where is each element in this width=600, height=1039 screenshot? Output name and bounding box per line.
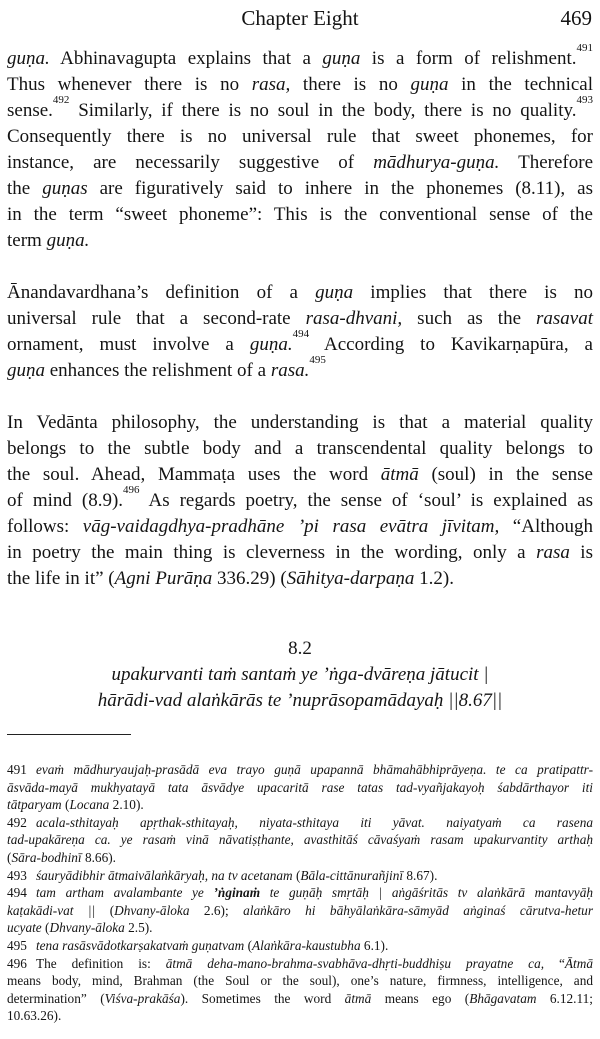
- text-run: Thus whenever there is no: [7, 74, 252, 95]
- italic-run: guṇa.: [7, 48, 50, 69]
- text-run: such as the: [402, 308, 536, 329]
- text-run: is a form of relishment.: [360, 48, 577, 69]
- text-run: 2.10).: [109, 797, 144, 813]
- italic-run: rasa.: [270, 360, 310, 381]
- text-run: According to Kavikarṇapūra, a: [309, 334, 593, 355]
- text-run: means body, mind, Brahman (the Soul or the soul), one’s nature, firmness, intelligence, and: [7, 973, 593, 989]
- text-run: (: [292, 867, 301, 883]
- text-line: [7, 566, 593, 592]
- text-line: [7, 328, 593, 358]
- text-run: in poetry the main thing is cleverness in the wording, only a: [7, 542, 537, 563]
- text-run: 336.29) (: [212, 568, 287, 589]
- footnote: [7, 814, 593, 867]
- text-line: [7, 831, 593, 849]
- italic-run: Agni Purāṇa: [114, 568, 213, 589]
- text-run: As regards poetry, the sense of ‘soul’ is explained as: [139, 490, 593, 511]
- text-run: instance, are necessarily suggestive of: [7, 152, 374, 173]
- italic-run: mādhurya-guṇa.: [373, 152, 500, 173]
- text-line: [7, 796, 593, 814]
- verse-number: 8.2: [288, 638, 312, 659]
- italic-run: āsvāda-mayā mukhyatayā tata āsvādye upacaritā rase tatas tad-vyañjakayoḥ śabdārthayor iti: [7, 779, 593, 795]
- text-run: are figuratively said to inhere in the phonemes (8.11), as: [87, 178, 593, 199]
- text-run: ornament, must involve a: [7, 334, 250, 355]
- text-run: Ānandavardhana’s definition of a: [7, 282, 316, 303]
- text-run: sense.: [7, 100, 53, 121]
- text-line: [7, 849, 593, 867]
- text-run: (: [244, 937, 253, 953]
- footnote-separator: [7, 734, 131, 735]
- text-line: [7, 937, 593, 955]
- italic-run: rasavat: [536, 308, 593, 329]
- text-run: Consequently there is no universal rule that sweet phonemes, for: [7, 126, 593, 147]
- text-run: (: [95, 902, 115, 918]
- italic-run: Dhvany-āloka: [114, 902, 190, 918]
- italic-run: guṇa: [322, 48, 361, 69]
- text-run: means ego (: [371, 990, 470, 1006]
- italic-run: guṇa.: [46, 230, 90, 251]
- footnotes: [7, 761, 593, 1025]
- text-line: [7, 761, 593, 779]
- text-line: [7, 919, 593, 937]
- italic-run: vāg-vaidagdhya-pradhāne ’pi rasa evātra jīvitam,: [82, 516, 500, 537]
- italic-run: Dhvany-āloka: [49, 920, 125, 936]
- italic-run: te guṇāḥ smṛtāḥ | aṅgāśritās tv alaṅkārā mantavyāḥ: [260, 885, 593, 901]
- footnote-number: 491: [7, 762, 27, 777]
- text-run: belongs to the subtle body and a transcendental quality belongs to: [7, 438, 593, 459]
- text-run: determination” (: [7, 990, 105, 1006]
- text-run: 1.2).: [414, 568, 454, 589]
- italic-run: rasa-dhvani,: [305, 308, 403, 329]
- paragraph: [7, 42, 593, 254]
- italic-run: tad-upakāreṇa ca. ye rasaṁ vinā nāvatiṣṭhante, avasthitāś cāvaśyaṁ rasam upakurvantity arthaḥ: [7, 832, 593, 848]
- text-run: “Although: [499, 516, 594, 537]
- italic-run: tātparyam: [7, 797, 62, 813]
- verse-line: upakurvanti taṁ santaṁ ye ’ṅga-dvāreṇa jātucit |: [111, 664, 489, 685]
- text-run: 2.5).: [124, 920, 153, 936]
- text-run: 8.66).: [81, 849, 116, 865]
- text-run: 6.12.11;: [536, 990, 593, 1006]
- text-run: term: [7, 230, 47, 251]
- italic-run: alaṅkāro hi bāhyālaṅkāra-sāmyād aṅginaś cārutva-hetur: [243, 902, 593, 918]
- italic-run: Ātmā: [564, 955, 593, 971]
- verse-line: hārādi-vad alaṅkārās te ’nuprāsopamādayaḥ ||8.67||: [97, 690, 503, 711]
- italic-run: rasa,: [251, 74, 291, 95]
- text-run: (soul) in the sense: [418, 464, 593, 485]
- text-line: [7, 867, 593, 885]
- text-run: ). Sometimes the word: [180, 990, 345, 1006]
- text-run: the life in it” (: [7, 568, 115, 589]
- italic-run: guṇa: [7, 360, 45, 381]
- text-line: [7, 1007, 593, 1025]
- italic-run: rasa: [536, 542, 570, 563]
- text-run: In Vedānta philosophy, the understanding is that a material quality: [7, 412, 593, 433]
- footnote-reference[interactable]: 491: [576, 42, 593, 54]
- text-run: of mind (8.9).: [7, 490, 124, 511]
- text-run: (: [61, 797, 70, 813]
- text-run: 10.63.26).: [7, 1008, 62, 1024]
- footnote-reference[interactable]: 492: [52, 94, 70, 106]
- italic-run: śauryādibhir ātmaivālaṅkāryaḥ, na tv acetanam: [35, 867, 293, 883]
- text-line: [7, 94, 593, 124]
- text-run: there is no: [290, 74, 411, 95]
- text-line: [7, 354, 593, 384]
- body-text: [7, 42, 594, 618]
- italic-run: evaṁ mādhuryaujaḥ-prasādā eva trayo guṇā upapannā bhāmahābhiprāyeṇa. te ca pratipattr-: [35, 762, 593, 777]
- paragraph: [7, 280, 593, 384]
- text-line: [7, 176, 593, 202]
- text-line: [7, 540, 593, 566]
- italic-run: Viśva-prakāśa: [104, 990, 181, 1006]
- italic-run: guṇa: [410, 74, 449, 95]
- text-line: [7, 150, 593, 176]
- text-run: 2.6);: [189, 902, 244, 918]
- italic-run: ātmā: [344, 990, 372, 1006]
- text-line: [7, 779, 593, 797]
- italic-run: ātmā deha-mano-brahma-svabhāva-dhṛti-buddhiṣu prayatne ca,: [165, 955, 545, 971]
- footnote-number: 494: [7, 885, 27, 901]
- text-run: 6.1).: [360, 937, 389, 953]
- italic-run: Bhāgavatam: [469, 990, 537, 1006]
- text-run: (: [41, 920, 50, 936]
- text-run: universal rule that a second-rate: [7, 308, 306, 329]
- text-line: [7, 228, 593, 254]
- text-line: [7, 814, 593, 832]
- text-line: [7, 42, 593, 72]
- text-run: implies that there is no: [353, 282, 593, 303]
- text-line: [7, 955, 593, 973]
- text-line: [7, 462, 593, 488]
- text-line: [7, 124, 593, 150]
- italic-run: Sāra-bodhinī: [11, 849, 82, 865]
- running-header: [0, 4, 600, 34]
- footnote: [7, 867, 593, 885]
- text-run: Therefore: [499, 152, 593, 173]
- chapter-title: Chapter Eight: [241, 6, 359, 30]
- text-run: enhances the relishment of a: [45, 360, 271, 381]
- footnote: [7, 884, 593, 937]
- footnote-reference[interactable]: 496: [123, 484, 140, 496]
- text-run: “: [544, 955, 565, 971]
- italic-run: Locana: [69, 797, 110, 813]
- italic-run: Sāhitya-darpaṇa: [286, 568, 415, 589]
- footnote-number: 496: [7, 955, 27, 971]
- footnote-number: 495: [7, 937, 27, 953]
- italic-run: Bāla-cittānurañjinī: [300, 867, 404, 883]
- text-line: [7, 436, 593, 462]
- text-line: [7, 484, 593, 514]
- italic-run: Alaṅkāra-kaustubha: [252, 937, 361, 953]
- footnote-reference[interactable]: 493: [576, 94, 593, 106]
- text-line: [7, 972, 593, 990]
- italic-run: tena rasāsvādotkarṣakatvaṁ guṇatvam: [35, 937, 245, 953]
- text-run: Similarly, if there is no soul in the body, there is no quality.: [69, 100, 577, 121]
- italic-run: tam artham avalambante ye: [35, 885, 214, 901]
- bold-italic-run: ’ṅginaṁ: [213, 885, 261, 901]
- italic-run: kaṭakādi-vat ||: [7, 902, 96, 918]
- footnote-number: 492: [7, 814, 27, 830]
- italic-run: acala-sthitayaḥ apṛthak-sthitayaḥ, niyata-sthitaya iti yāvat. naiyatyaṁ ca rasena: [35, 814, 593, 830]
- text-run: follows:: [7, 516, 83, 537]
- text-line: [7, 884, 593, 902]
- text-run: the soul. Ahead, Mammaṭa uses the word: [7, 464, 381, 485]
- footnote-reference[interactable]: 494: [292, 328, 310, 340]
- italic-run: guṇa: [315, 282, 354, 303]
- text-run: The definition is:: [35, 955, 166, 971]
- italic-run: guṇas: [42, 178, 88, 199]
- text-line: [7, 902, 593, 920]
- text-line: [7, 202, 593, 228]
- italic-run: guṇa.: [249, 334, 293, 355]
- text-run: (: [7, 849, 12, 865]
- text-run: the: [7, 178, 43, 199]
- text-line: [7, 990, 593, 1008]
- italic-run: ucyate: [7, 920, 42, 936]
- italic-run: ātmā: [380, 464, 419, 485]
- text-line: [7, 514, 593, 540]
- footnote: [7, 955, 593, 1025]
- text-run: 8.67).: [403, 867, 438, 883]
- footnote-reference[interactable]: 495: [309, 354, 326, 366]
- text-run: Abhinavagupta explains that a: [49, 48, 323, 69]
- footnote: [7, 761, 593, 814]
- text-line: [7, 410, 593, 436]
- text-run: in the technical: [448, 74, 593, 95]
- text-line: [7, 280, 593, 306]
- footnote-number: 493: [7, 867, 27, 883]
- text-run: in the term “sweet phoneme”: This is the conventional sense of the: [7, 204, 593, 225]
- footnote: [7, 937, 593, 955]
- text-run: is: [569, 542, 593, 563]
- verse-block: [0, 636, 600, 714]
- page-number: 469: [560, 6, 592, 30]
- paragraph: [7, 410, 593, 592]
- text-line: [7, 72, 593, 98]
